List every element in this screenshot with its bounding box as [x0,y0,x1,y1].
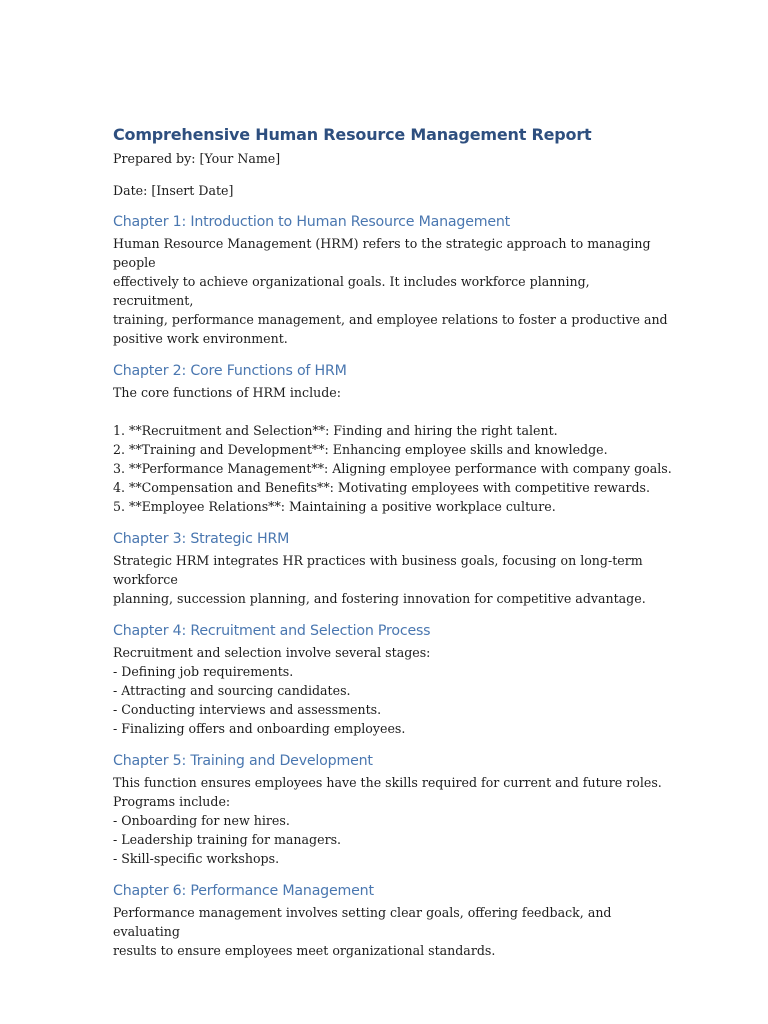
paragraph-line: positive work environment. [113,331,288,346]
chapter-heading: Chapter 5: Training and Development [113,753,373,769]
list-item: - Onboarding for new hires. [113,813,290,828]
chapter-2 [113,361,673,516]
chapter-intro: The core functions of HRM include: [113,385,341,400]
list-item: 4. **Compensation and Benefits**: Motivating employees with competitive rewards. [113,480,651,495]
paragraph-line: results to ensure employees meet organizational standards. [113,943,496,958]
paragraph-line: Programs include: [113,794,231,809]
recruitment-stages-list [113,662,673,738]
list-item: - Finalizing offers and onboarding employees. [113,721,406,736]
chapter-heading: Chapter 3: Strategic HRM [113,531,290,547]
training-programs-list [113,811,673,868]
blank-line [113,402,673,421]
list-item: 3. **Performance Management**: Aligning employee performance with company goals. [113,461,672,476]
list-item: 1. **Recruitment and Selection**: Finding and hiring the right talent. [113,423,558,438]
chapter-3 [113,529,673,608]
list-item: - Leadership training for managers. [113,832,342,847]
chapter-6 [113,881,673,960]
list-item: - Conducting interviews and assessments. [113,702,382,717]
chapter-heading: Chapter 2: Core Functions of HRM [113,363,347,379]
paragraph-line: Strategic HRM integrates HR practices with business goals, focusing on long-term workforce [113,553,643,587]
paragraph-line: effectively to achieve organizational goals. It includes workforce planning, recruitment, [113,274,590,308]
chapter-intro: Recruitment and selection involve several stages: [113,645,431,660]
date-line: Date: [Insert Date] [113,183,234,198]
chapter-heading: Chapter 4: Recruitment and Selection Process [113,623,431,639]
paragraph-line: planning, succession planning, and fostering innovation for competitive advantage. [113,591,646,606]
list-item: 5. **Employee Relations**: Maintaining a positive workplace culture. [113,499,556,514]
chapter-4 [113,621,673,738]
list-item: - Skill-specific workshops. [113,851,280,866]
chapter-5 [113,751,673,868]
list-item: 2. **Training and Development**: Enhancing employee skills and knowledge. [113,442,608,457]
list-item: - Defining job requirements. [113,664,294,679]
paragraph-line: Performance management involves setting clear goals, offering feedback, and evaluating [113,905,612,939]
paragraph-line: This function ensures employees have the skills required for current and future roles. [113,775,662,790]
core-functions-list [113,421,673,516]
list-item: - Attracting and sourcing candidates. [113,683,351,698]
document-page [113,124,673,960]
paragraph-line: Human Resource Management (HRM) refers to the strategic approach to managing people [113,236,651,270]
prepared-by: Prepared by: [Your Name] [113,151,281,166]
chapter-heading: Chapter 1: Introduction to Human Resource Management [113,214,511,230]
document-title: Comprehensive Human Resource Management Report [113,125,592,144]
chapter-1 [113,212,673,348]
paragraph-line: training, performance management, and employee relations to foster a productive and [113,312,668,327]
chapter-heading: Chapter 6: Performance Management [113,883,374,899]
